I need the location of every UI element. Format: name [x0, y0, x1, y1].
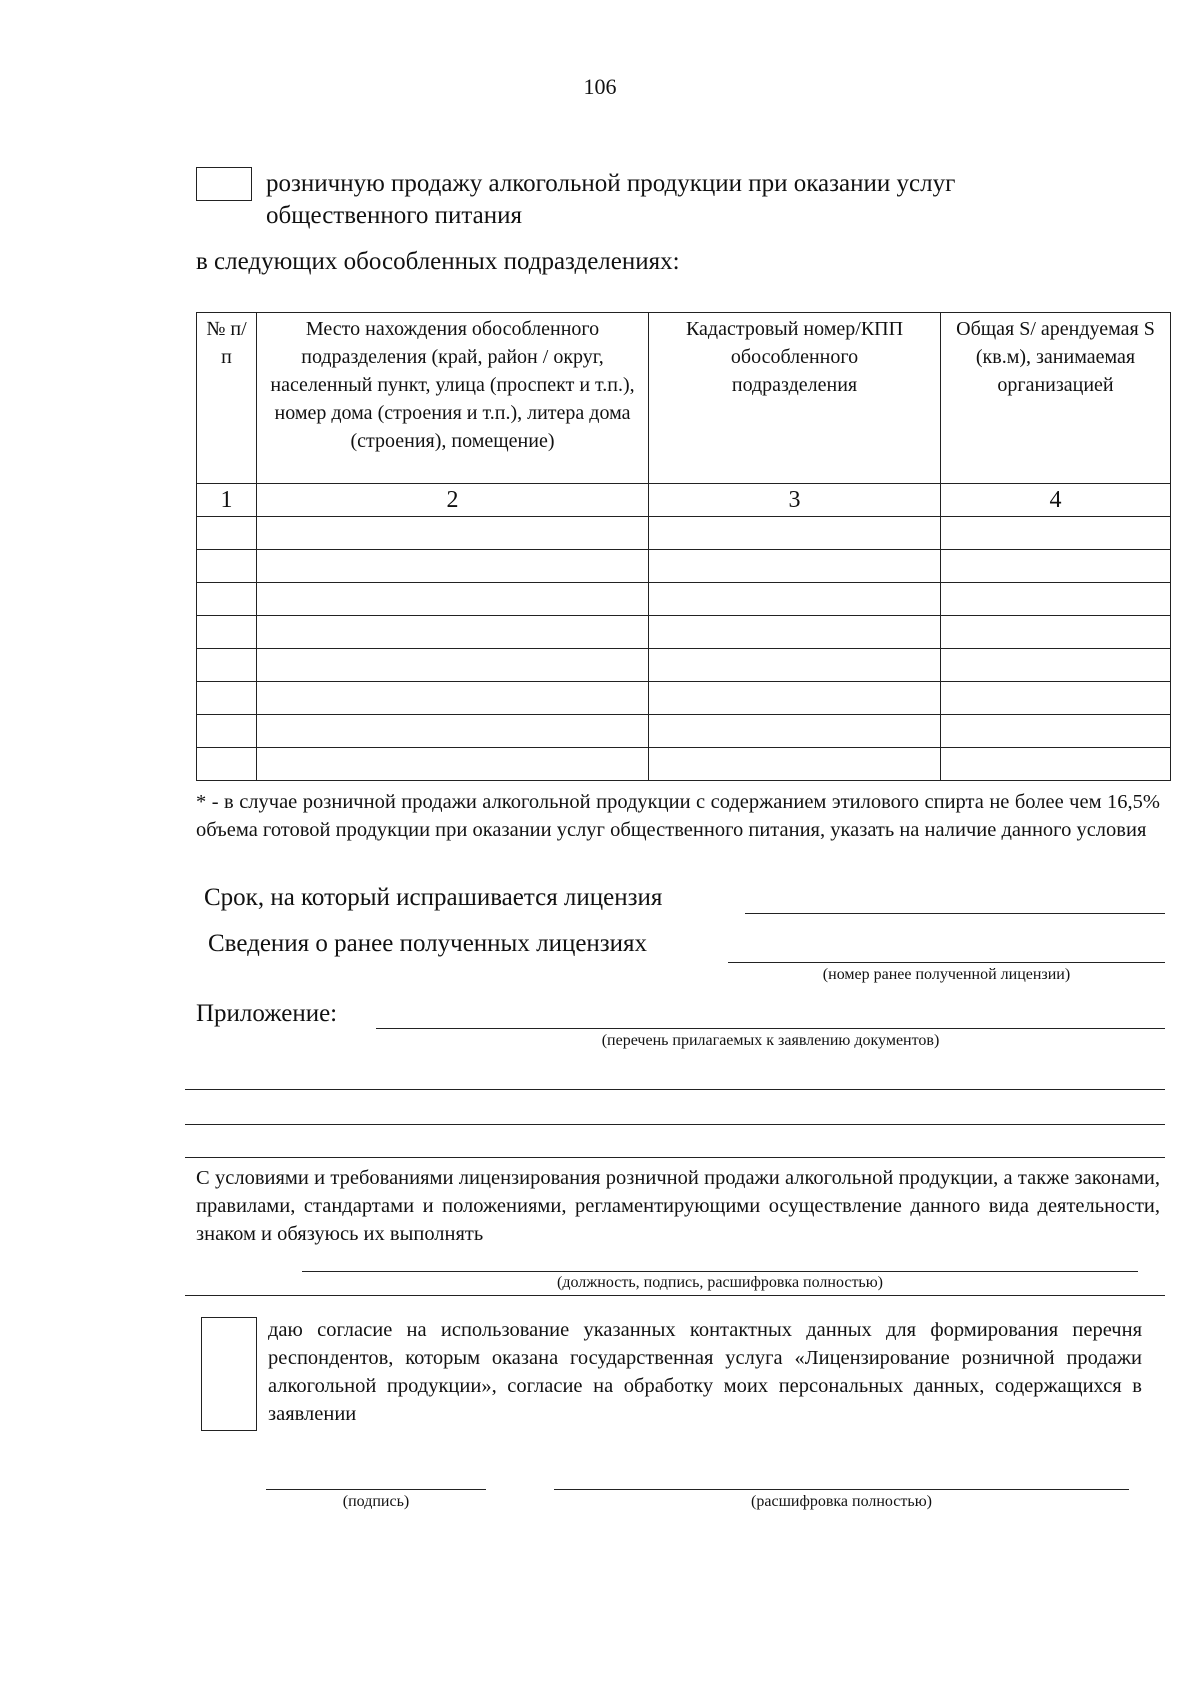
divider	[185, 1157, 1165, 1158]
table-cell[interactable]	[941, 715, 1171, 748]
column-number: 4	[941, 484, 1171, 517]
table-cell[interactable]	[649, 715, 941, 748]
table-cell[interactable]	[257, 649, 649, 682]
table-cell[interactable]	[941, 550, 1171, 583]
license-term-field[interactable]	[745, 913, 1165, 914]
table-row	[197, 748, 1171, 781]
table-cell[interactable]	[649, 682, 941, 715]
table-cell[interactable]	[257, 517, 649, 550]
decode-field[interactable]	[554, 1489, 1129, 1490]
table-cell[interactable]	[257, 616, 649, 649]
sign-caption: (подпись)	[342, 1493, 410, 1510]
decode-caption: (расшифровка полностью)	[751, 1493, 932, 1510]
table-row	[197, 517, 1171, 550]
footnote: * - в случае розничной продажи алкогольной продукции с содержанием этилового спирта не более чем 16,5% объема готовой продукции при оказании услуг общественного питания, указать на наличие данного условия	[196, 791, 1160, 841]
page-number: 106	[583, 74, 617, 99]
consent-checkbox[interactable]	[201, 1317, 257, 1431]
signature-field[interactable]	[302, 1271, 1138, 1272]
table-cell[interactable]	[257, 715, 649, 748]
table-cell[interactable]	[649, 649, 941, 682]
table-cell[interactable]	[649, 550, 941, 583]
column-number: 1	[197, 484, 257, 517]
signature-caption: (должность, подпись, расшифровка полностью)	[556, 1274, 884, 1291]
previous-licenses-label: Сведения о ранее полученных лицензиях	[208, 930, 648, 957]
table-cell[interactable]	[197, 550, 257, 583]
column-number: 2	[257, 484, 649, 517]
table-cell[interactable]	[941, 583, 1171, 616]
option-line-2: общественного питания	[266, 202, 522, 229]
table-cell[interactable]	[649, 748, 941, 781]
table-row	[197, 550, 1171, 583]
table-row	[197, 682, 1171, 715]
table-cell[interactable]	[941, 649, 1171, 682]
table-cell[interactable]	[197, 517, 257, 550]
table-cell[interactable]	[257, 583, 649, 616]
table-row	[197, 649, 1171, 682]
table-cell[interactable]	[941, 616, 1171, 649]
table-header-row	[197, 313, 1171, 484]
option-line-1: розничную продажу алкогольной продукции при оказании услуг	[266, 170, 956, 197]
table-row	[197, 583, 1171, 616]
subdivisions-table	[196, 312, 1171, 781]
sign-field[interactable]	[266, 1489, 486, 1490]
table-cell[interactable]	[197, 616, 257, 649]
attachment-field[interactable]	[376, 1028, 1165, 1029]
previous-licenses-caption: (номер ранее полученной лицензии)	[822, 966, 1071, 983]
consent-text: даю согласие на использование указанных контактных данных для формирования перечня респондентов, которым оказана государственная услуга «Лицензирование розничной продажи алкогольной продукции», согласие на обработку моих персональных данных, содержащихся в заявлении	[268, 1319, 1142, 1425]
table-cell[interactable]	[197, 748, 257, 781]
table-row	[197, 616, 1171, 649]
table-cell[interactable]	[257, 550, 649, 583]
table-cell[interactable]	[941, 517, 1171, 550]
table-cell[interactable]	[649, 517, 941, 550]
header-number: № п/п	[197, 313, 257, 484]
header-cadastral: Кадастровый номер/КПП обособленного подразделения	[649, 313, 941, 484]
option-text	[266, 168, 955, 232]
option-checkbox[interactable]	[196, 167, 252, 201]
table-cell[interactable]	[197, 649, 257, 682]
table-cell[interactable]	[941, 682, 1171, 715]
table-cell[interactable]	[941, 748, 1171, 781]
acknowledgement-text: С условиями и требованиями лицензирования розничной продажи алкогольной продукции, а также законами, правилами, стандартами и положениями, регламентирующими осуществление данного вида деятельности, знаком и обязуюсь их выполнять	[196, 1167, 1160, 1245]
attachment-line[interactable]	[185, 1089, 1165, 1090]
table-cell[interactable]	[649, 616, 941, 649]
previous-licenses-field[interactable]	[728, 962, 1165, 963]
table-cell[interactable]	[197, 715, 257, 748]
table-cell[interactable]	[197, 583, 257, 616]
table-row	[197, 715, 1171, 748]
table-cell[interactable]	[257, 748, 649, 781]
header-location: Место нахождения обособленного подразделения (край, район / округ, населенный пункт, улица (проспект и т.п.), номер дома (строения и т.п.), литера дома (строения), помещение)	[257, 313, 649, 484]
table-cell[interactable]	[257, 682, 649, 715]
divider	[185, 1295, 1165, 1296]
table-cell[interactable]	[649, 583, 941, 616]
attachment-line[interactable]	[185, 1124, 1165, 1125]
column-number: 3	[649, 484, 941, 517]
attachment-caption: (перечень прилагаемых к заявлению документов)	[601, 1032, 940, 1049]
column-number-row	[197, 484, 1171, 517]
intro-text: в следующих обособленных подразделениях:	[196, 248, 680, 275]
table-cell[interactable]	[197, 682, 257, 715]
attachment-label: Приложение:	[196, 1000, 338, 1027]
license-term-label: Срок, на который испрашивается лицензия	[204, 884, 663, 911]
header-area: Общая S/ арендуемая S (кв.м), занимаемая организацией	[941, 313, 1171, 484]
